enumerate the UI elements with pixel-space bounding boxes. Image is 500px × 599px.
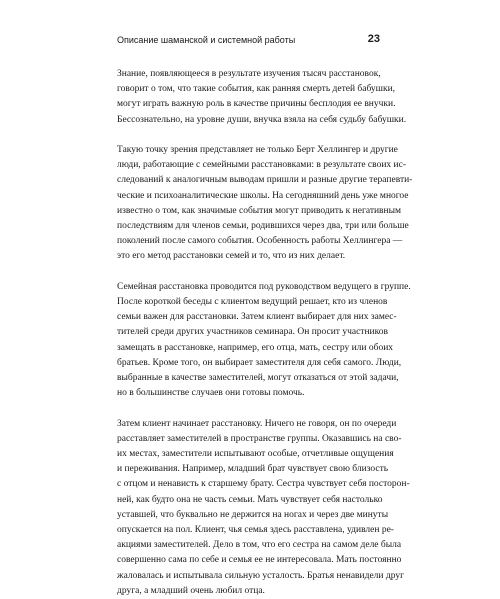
text-line: и переживания. Например, младший брат чувствует свою близость — [117, 464, 389, 475]
text-line: уставшей, что буквально не держится на ногах и через две минуты — [117, 509, 389, 520]
text-line: ческие и психоаналитические школы. На сегодняшний день уже многое — [117, 190, 409, 201]
text-line: Семейная расстановка проводится под руководством ведущего в группе. — [117, 281, 411, 292]
text-line: Затем клиент начинает расстановку. Ничего не говоря, он по очереди — [117, 418, 397, 429]
running-head-title: Описание шаманской и системной работы — [117, 35, 296, 45]
text-line: семьи важен для расстановки. Затем клиент выбирает для них замес- — [117, 312, 397, 323]
text-line: это его метод расстановки семей и то, что из них делает. — [117, 251, 346, 262]
text-line: опускается на пол. Клиент, чья семья здесь расставлена, удивлен ре- — [117, 525, 394, 536]
text-line: Бессознательно, на уровне души, внучка взяла на себя судьбу бабушки. — [117, 114, 407, 125]
text-line: поколений после самого события. Особенность работы Хеллингера — — [117, 236, 403, 247]
text-line: известно о том, как значимые события могут приводить к негативным — [117, 205, 402, 216]
page-number: 23 — [367, 33, 380, 45]
text-line: Такую точку зрения представляет не только Берт Хеллингер и другие — [117, 145, 398, 155]
paragraph-3 — [117, 280, 411, 402]
text-line: жаловалась и испытывала сильную усталость. Братья ненавидели друг — [117, 570, 404, 581]
text-line: но в большинстве случаев они готовы помочь. — [117, 388, 305, 399]
text-line: выбранные в качестве заместителей, могут отказаться от этой задачи, — [117, 373, 399, 384]
text-line: После короткой беседы с клиентом ведущий решает, кто из членов — [117, 297, 388, 308]
text-line: акциями заместителей. Дело в том, что его сестра на самом деле была — [117, 540, 402, 551]
text-line: их местах, заместители испытывают особые, отчетливые ощущения — [117, 449, 394, 460]
text-line: люди, работающие с семейными расстановками: в результате своих ис- — [117, 160, 406, 171]
text-line: расставляет заместителей в пространстве группы. Оказавшись на сво- — [117, 433, 402, 444]
text-line: последствиям для членов семьи, родившихся через два, три или больше — [117, 221, 409, 232]
text-line: следований к аналогичным выводам пришли и разные другие терапевти- — [117, 175, 413, 186]
body-text — [117, 67, 413, 599]
text-line: тителей среди других участников семинара. Он просит участников — [117, 327, 388, 338]
text-line: Знание, появляющееся в результате изучения тысяч расстановок, — [117, 69, 381, 79]
text-line: совершенно сама по себе и семья ее не интересовала. Мать постоянно — [117, 555, 402, 566]
paragraph-1 — [117, 67, 407, 128]
text-line: ней, как будто она не часть семьи. Мать чувствует себя настолько — [117, 494, 383, 505]
text-line: замещать в расстановке, например, его отца, мать, сестру или обоих — [117, 342, 394, 353]
text-line: могут играть важную роль в качестве причины бесплодия ее внучки. — [117, 99, 396, 110]
text-line: братьев. Кроме того, он выбирает заместителя для себя самого. Люди, — [117, 357, 402, 368]
paragraph-4 — [117, 417, 410, 599]
text-line: с отцом и ненависть к старшему брату. Сестра чувствует себя посторон- — [117, 479, 410, 490]
text-line: друга, а младший очень любил отца. — [117, 585, 265, 596]
paragraph-2 — [117, 143, 413, 265]
text-line: говорит о том, что такие события, как ранняя смерть детей бабушки, — [117, 84, 396, 95]
running-head — [117, 33, 380, 49]
